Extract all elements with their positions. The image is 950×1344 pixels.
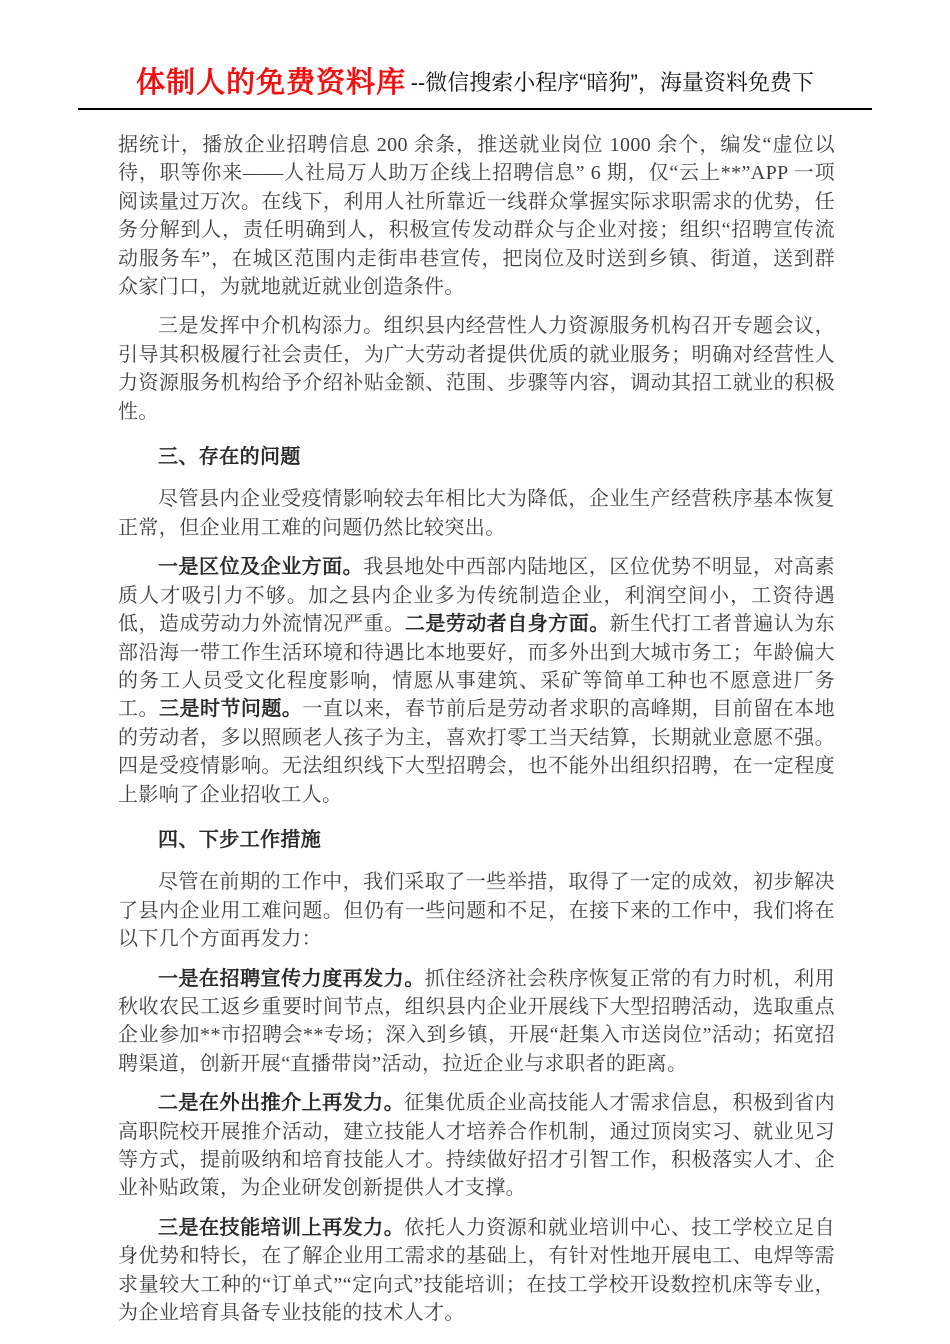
- text-run: 三是发挥中介机构添力。组织县内经营性人力资源服务机构召开专题会议，引导其积极履行社会责任，为广大劳动者提供优质的就业服务；明确对经营性人力资源服务机构给予介绍补贴金额、范围、步骤等内容，调动其招工就业的积极性。: [118, 315, 835, 423]
- paragraph: [118, 553, 835, 809]
- text-run: 尽管在前期的工作中，我们采取了一些举措，取得了一定的成效，初步解决了县内企业用工难问题。但仍有一些问题和不足，在接下来的工作中，我们将在以下几个方面再发力：: [118, 871, 835, 951]
- paragraph: [118, 965, 835, 1079]
- text-run: 新生代打工者普遍认为东部沿海一带工作生活环境和待遇比本地要好，而多外出到大城市务工；年龄偏大的务工人员受文化程度影响，情愿从事建筑、采矿等简单工种也不愿意进厂务工。: [118, 613, 836, 721]
- bold-text-run: 三是时节问题。: [158, 698, 303, 721]
- text-run: 依托人力资源和就业培训中心、技工学校立足自身优势和特长，在了解企业用工需求的基础上，有针对性地开展电工、电焊等需求量较大工种的“订单式”“定向式”技能培训；在技工学校开设数控机床等专业，为企业培育具备专业技能的技术人才。: [118, 1216, 835, 1325]
- section-heading: [118, 443, 835, 471]
- paragraph: [118, 1089, 835, 1203]
- paragraph: [118, 868, 835, 953]
- text-run: 征集优质企业高技能人才需求信息，积极到省内高职院校开展推介活动，建立技能人才培养合作机制，通过顶岗实习、就业见习等方式，提前吸纳和培育技能人才。持续做好招才引智工作，积极落实人才、企业补贴政策，为企业研发创新提供人才支撑。: [118, 1092, 835, 1200]
- paragraph: [118, 1214, 835, 1328]
- section-heading: [118, 826, 835, 854]
- bold-text-run: 四、下步工作措施: [158, 828, 322, 851]
- text-run: 抓住经济社会秩序恢复正常的有力时机，利用秋收农民工返乡重要时间节点，组织县内企业开展线下大型招聘活动，选取重点企业参加**市招聘会**专场；深入到乡镇，开展“赶集入市送岗位”活动；拓宽招聘渠道，创新开展“直播带岗”活动，拉近企业与求职者的距离。: [118, 967, 836, 1075]
- text-run: 据统计，播放企业招聘信息 200 余条，推送就业岗位 1000 余个，编发“虚位以待，职等你来——人社局万人助万企线上招聘信息” 6 期，仅“云上**”APP 一项阅读量过万次。在线下，利用人社所靠近一线群众掌握实际求职需求的优势，任务分解到人，责任明确到人，积极宣传发动群众与企业对接；组织“招聘宣传流动服务车”，在城区范围内走街串巷宣传，把岗位及时送到乡镇、街道，送到群众家门口，为就地就近就业创造条件。: [118, 134, 835, 299]
- banner-subtitle: --微信搜索小程序“暗狗”，海量资料免费下: [410, 70, 814, 95]
- bold-text-run: 二是在外出推介上再发力。: [158, 1092, 405, 1115]
- text-run: 尽管县内企业受疫情影响较去年相比大为降低，企业生产经营秩序基本恢复正常，但企业用工难的问题仍然比较突出。: [118, 488, 835, 539]
- bold-text-run: 一是区位及企业方面。: [158, 556, 364, 579]
- paragraph: [118, 131, 835, 301]
- bold-text-run: 一是在招聘宣传力度再发力。: [158, 967, 425, 990]
- text-run: 一直以来，春节前后是劳动者求职的高峰期，目前留在本地的劳动者，多以照顾老人孩子为主，喜欢打零工当天结算，长期就业意愿不强。四是受疫情影响。无法组织线下大型招聘会，也不能外出组织招聘，在一定程度上影响了企业招收工人。: [118, 698, 835, 806]
- banner-title: 体制人的免费资料库: [136, 67, 407, 99]
- document-body: [118, 131, 835, 1327]
- text-run: 我县地处中西部内陆地区，区位优势不明显，对高素质人才吸引力不够。加之县内企业多为传统制造企业，利润空间小，工资待遇低，造成劳动力外流情况严重。: [118, 556, 835, 636]
- bold-text-run: 三、存在的问题: [158, 446, 301, 469]
- bold-text-run: 三是在技能培训上再发力。: [158, 1216, 405, 1239]
- promo-banner: [78, 60, 872, 110]
- bold-text-run: 二是劳动者自身方面。: [404, 613, 610, 636]
- paragraph: [118, 485, 835, 542]
- paragraph: [118, 312, 835, 426]
